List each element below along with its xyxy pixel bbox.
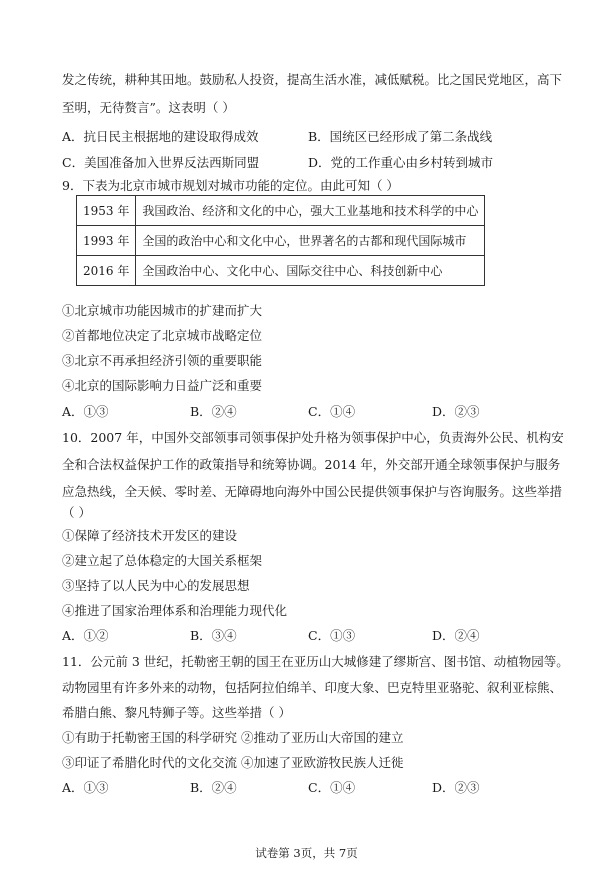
- q10-stem-line-1: 10．2007 年，中国外交部领事司领事保护处升格为领事保护中心，负责海外公民、机构安: [62, 430, 564, 445]
- q10-stem-line-3: 应急热线，全天候、零时差、无障碍地向海外中国公民提供领事保护与咨询服务。这些举措: [62, 484, 563, 499]
- q9-item-2: ②首都地位决定了北京城市战略定位: [62, 328, 263, 343]
- q10-item-3: ③坚持了以人民为中心的发展思想: [62, 578, 250, 593]
- q9-item-1: ①北京城市功能因城市的扩建而扩大: [62, 303, 263, 318]
- page-footer: 试卷第 3页，共 7页: [255, 846, 358, 860]
- q8-option-d: D．党的工作重心由乡村转到城市: [308, 155, 494, 170]
- q8-option-a: A．抗日民主根据地的建设取得成效: [62, 129, 259, 144]
- table-row: [77, 226, 485, 256]
- table-text-cell: 我国政治、经济和文化的中心，强大工业基地和技术科学的中心: [136, 196, 485, 226]
- q10-stem-line-2: 全和合法权益保护工作的政策指导和统筹协调。2014 年，外交部开通全球领事保护与服务: [62, 457, 561, 472]
- q10-item-4: ④推进了国家治理体系和治理能力现代化: [62, 603, 288, 618]
- q9-option-b: B．②④: [190, 404, 237, 419]
- q10-item-1: ①保障了经济技术开发区的建设: [62, 528, 238, 543]
- q10-option-a: A．①②: [62, 628, 109, 643]
- q11-items-line-2: ③印证了希腊化时代的文化交流 ④加速了亚欧游牧民族人迁徙: [62, 755, 404, 770]
- table-year-cell: 1953 年: [77, 196, 136, 226]
- table-row: [77, 256, 485, 286]
- q9-option-a: A．①③: [62, 404, 109, 419]
- q9-option-d: D．②③: [432, 404, 480, 419]
- q11-items-line-1: ①有助于托勒密王国的科学研究 ②推动了亚历山大帝国的建立: [62, 730, 404, 745]
- q8-stem-line-2: 至明，无待赘言”。这表明（ ）: [62, 100, 235, 115]
- q11-stem-line-1: 11．公元前 3 世纪，托勒密王朝的国王在亚历山大城修建了缪斯宫、图书馆、动植物园等。: [62, 654, 569, 669]
- table-year-cell: 2016 年: [77, 256, 136, 286]
- table-row: [77, 196, 485, 226]
- q9-stem: 9．下表为北京市城市规划对城市功能的定位。由此可知（ ）: [62, 178, 399, 193]
- q8-option-b: B．国统区已经形成了第二条战线: [308, 129, 493, 144]
- q10-stem-line-4: （ ）: [62, 505, 91, 520]
- q11-option-d: D．②③: [432, 780, 480, 795]
- table-year-cell: 1993 年: [77, 226, 136, 256]
- table-text-cell: 全国政治中心、文化中心、国际交往中心、科技创新中心: [136, 256, 485, 286]
- q8-stem-line-1: 发之传统，耕种其田地。鼓励私人投资，提高生活水准，减低赋税。比之国民党地区，高下: [62, 72, 563, 87]
- q9-item-3: ③北京不再承担经济引领的重要职能: [62, 353, 263, 368]
- q10-option-d: D．②④: [432, 628, 480, 643]
- q9-table: [76, 195, 485, 286]
- q10-option-c: C．①③: [308, 628, 356, 643]
- q11-option-c: C．①④: [308, 780, 356, 795]
- table-text-cell: 全国的政治中心和文化中心，世界著名的古都和现代国际城市: [136, 226, 485, 256]
- q10-item-2: ②建立起了总体稳定的大国关系框架: [62, 553, 263, 568]
- q9-option-c: C．①④: [308, 404, 356, 419]
- q11-stem-line-2: 动物园里有许多外来的动物，包括阿拉伯绵羊、印度大象、巴克特里亚骆驼、叙利亚棕熊、: [62, 680, 563, 695]
- q11-option-b: B．②④: [190, 780, 237, 795]
- q11-stem-line-3: 希腊白熊、黎凡特狮子等。这些举措（ ）: [62, 705, 291, 720]
- q8-option-c: C．美国准备加入世界反法西斯同盟: [62, 155, 260, 170]
- q9-item-4: ④北京的国际影响力日益广泛和重要: [62, 378, 263, 393]
- q10-option-b: B．③④: [190, 628, 237, 643]
- q11-option-a: A．①③: [62, 780, 109, 795]
